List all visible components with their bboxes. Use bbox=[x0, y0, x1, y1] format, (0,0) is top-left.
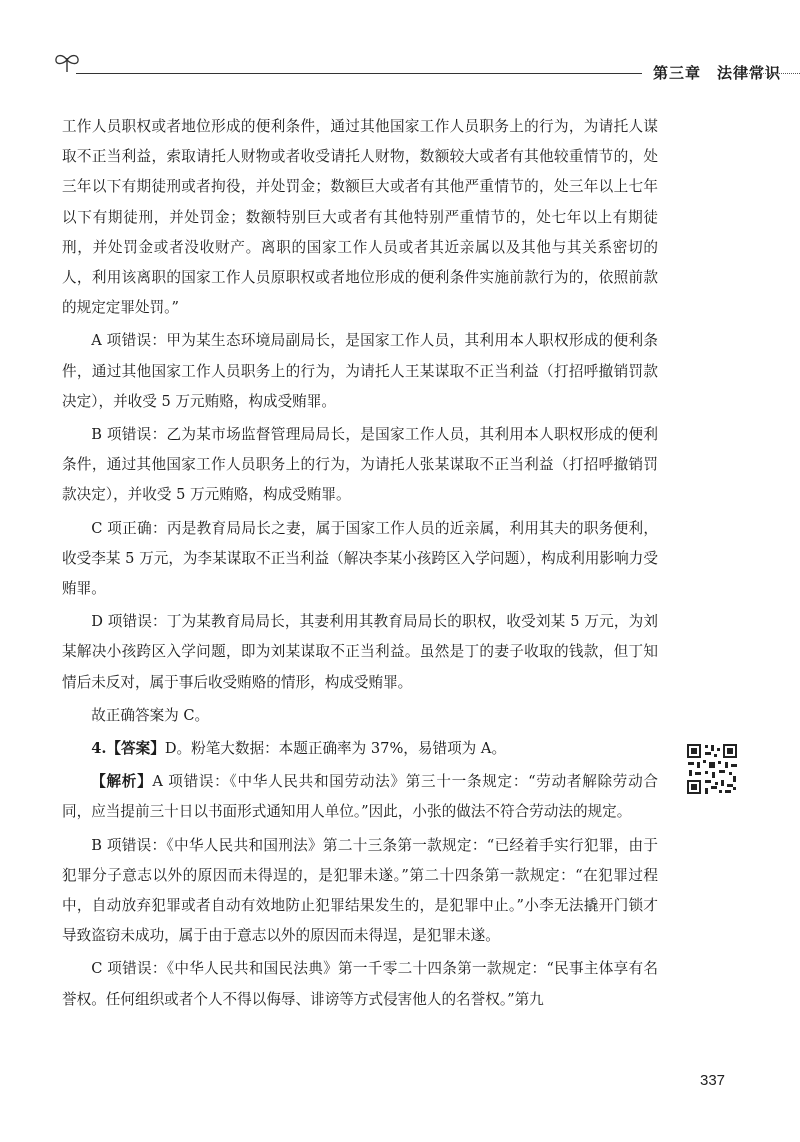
answer-label: 4.【答案】 bbox=[91, 740, 165, 758]
paragraph-conclusion: 故正确答案为 C。 bbox=[91, 706, 210, 724]
paragraph-analysis-c: C 项错误：《中华人民共和国民法典》第一千零二十四条第一款规定：“民事主体享有名誉权。任何组织或者个人不得以侮辱、诽谤等方式侵害他人的名誉权。”第九 bbox=[62, 960, 658, 1008]
paragraph-option-a: A 项错误：甲为某生态环境局副局长，是国家工作人员，其利用本人职权形成的便利条件，通过其他国家工作人员职务上的行为，为请托人王某谋取不正当利益（打招呼撤销罚款决定），并收受 5 万元贿赂，构成受贿罪。 bbox=[62, 332, 658, 410]
page-body bbox=[62, 112, 658, 1018]
header-rule-tail bbox=[738, 73, 800, 74]
analysis-label: 【解析】 bbox=[91, 773, 153, 791]
page-number: 337 bbox=[700, 1072, 726, 1089]
paragraph-option-c: C 项正确：丙是教育局局长之妻，属于国家工作人员的近亲属，利用其夫的职务便利，收受李某 5 万元，为李某谋取不正当利益（解决李某小孩跨区入学问题），构成利用影响力受贿罪。 bbox=[62, 519, 658, 598]
answer-text: D。粉笔大数据：本题正确率为 37%，易错项为 A。 bbox=[164, 740, 507, 758]
paragraph-analysis-a bbox=[62, 767, 658, 827]
header-rule bbox=[76, 73, 642, 74]
chapter-title: 第三章 法律常识 bbox=[653, 64, 782, 82]
paragraph-analysis-b: B 项错误：《中华人民共和国刑法》第二十三条第一款规定：“已经着手实行犯罪，由于犯罪分子意志以外的原因而未得逞的，是犯罪未遂。”第二十四条第一款规定：“在犯罪过程中，自动放弃犯罪或者自动有效地防止犯罪结果发生的，是犯罪中止。”小李无法撬开门锁才导致盗窃未成功，属于由于意志以外的原因而未得逞，是犯罪未遂。 bbox=[62, 836, 658, 945]
paragraph-option-b: B 项错误：乙为某市场监督管理局局长，是国家工作人员，其利用本人职权形成的便利条件，通过其他国家工作人员职务上的行为，为请托人张某谋取不正当利益（打招呼撤销罚款决定），并收受 5 万元贿赂，构成受贿罪。 bbox=[62, 426, 658, 504]
paragraph-continuation: 工作人员职权或者地位形成的便利条件，通过其他国家工作人员职务上的行为，为请托人谋取不正当利益，索取请托人财物或者收受请托人财物，数额较大或者有其他较重情节的，处三年以下有期徒刑或者拘役，并处罚金；数额巨大或者有其他严重情节的，处三年以上七年以下有期徒刑，并处罚金；数额特别巨大或者有其他特别严重情节的，处七年以上有期徒刑，并处罚金或者没收财产。离职的国家工作人员或者其近亲属以及其他与其关系密切的人，利用该离职的国家工作人员原职权或者地位形成的便利条件实施前款行为的，依照前款的规定定罪处罚。” bbox=[62, 118, 658, 317]
paragraph-answer bbox=[62, 734, 658, 764]
page-header bbox=[52, 46, 800, 86]
qr-code bbox=[685, 742, 739, 796]
paragraph-option-d: D 项错误：丁为某教育局局长，其妻利用其教育局局长的职权，收受刘某 5 万元，为刘某解决小孩跨区入学问题，即为刘某谋取不正当利益。虽然是丁的妻子收取的钱款，但丁知情后未反对，属于事后收受贿赂的情形，构成受贿罪。 bbox=[62, 613, 658, 691]
analysis-text: A 项错误：《中华人民共和国劳动法》第三十一条规定：“劳动者解除劳动合同，应当提前三十日以书面形式通知用人单位。”因此，小张的做法不符合劳动法的规定。 bbox=[62, 773, 658, 821]
